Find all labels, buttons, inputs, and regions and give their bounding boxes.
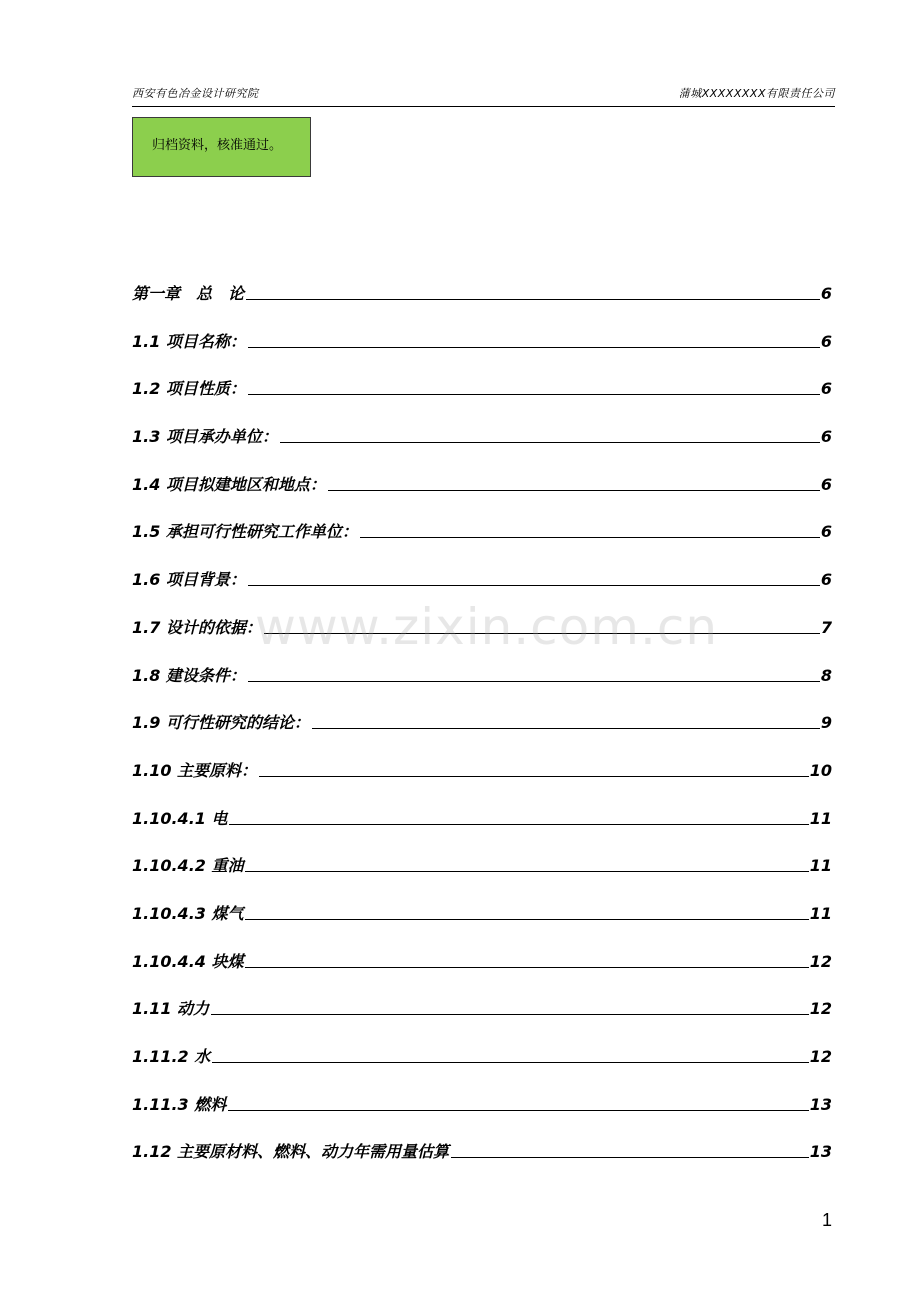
toc-entry-title: 1.10 主要原料：: [132, 760, 258, 780]
toc-entry-page: 13: [809, 1094, 832, 1114]
header-left-text: 西安有色冶金设计研究院: [132, 87, 259, 100]
toc-entry[interactable]: [132, 972, 832, 1020]
toc-entry-title: 1.5 承担可行性研究工作单位：: [132, 522, 358, 542]
toc-leader-line: [245, 870, 808, 872]
toc-entry[interactable]: [132, 829, 832, 877]
toc-entry[interactable]: [132, 495, 832, 543]
toc-leader-line: [245, 966, 808, 968]
toc-entry[interactable]: [132, 733, 832, 781]
toc-entry-title: 1.9 可行性研究的结论：: [132, 713, 310, 733]
toc-entry-title: 1.12 主要原材料、燃料、动力年需用量估算: [132, 1142, 450, 1162]
toc-entry-title: 1.11 动力: [132, 999, 210, 1019]
toc-entry-title: 1.11.3 燃料: [132, 1094, 227, 1114]
toc-entry-page: 12: [809, 951, 832, 971]
toc-leader-line: [245, 918, 808, 920]
toc-entry[interactable]: [132, 924, 832, 972]
toc-entry[interactable]: [132, 1115, 832, 1163]
toc-leader-line: [248, 584, 820, 586]
toc-leader-line: [248, 393, 820, 395]
toc-entry-page: 9: [820, 713, 832, 733]
toc-leader-line: [312, 727, 820, 729]
toc-leader-line: [451, 1156, 809, 1158]
toc-entry-page: 6: [820, 379, 832, 399]
toc-leader-line: [246, 298, 820, 300]
toc-entry-page: 6: [820, 427, 832, 447]
toc-entry-page: 6: [820, 284, 832, 303]
toc-entry-title: 1.10.4.2 重油: [132, 856, 244, 876]
toc-entry-page: 10: [809, 760, 832, 780]
toc-leader-line: [259, 775, 809, 777]
toc-entry-title: 1.3 项目承办单位：: [132, 427, 278, 447]
page-header: [132, 86, 835, 107]
toc-entry-page: 11: [809, 856, 832, 876]
toc-entry[interactable]: [132, 542, 832, 590]
toc-entry-title: 第一章 总 论: [132, 284, 245, 303]
toc-entry[interactable]: [132, 1019, 832, 1067]
watermark: www.zixin.com.cn: [255, 598, 719, 656]
toc-entry-page: 6: [820, 474, 832, 494]
toc-entry-page: 6: [820, 570, 832, 590]
toc-entry-page: 6: [820, 331, 832, 351]
toc-leader-line: [211, 1013, 809, 1015]
toc-entry[interactable]: [132, 352, 832, 400]
toc-leader-line: [248, 346, 820, 348]
toc-entry[interactable]: [132, 686, 832, 734]
toc-entry-page: 12: [809, 999, 832, 1019]
toc-entry-title: 1.11.2 水: [132, 1047, 211, 1066]
toc-entry[interactable]: [132, 781, 832, 829]
toc-entry-page: 11: [809, 903, 832, 923]
toc-entry-title: 1.10.4.3 煤气: [132, 903, 244, 923]
toc-entry-page: 12: [809, 1047, 832, 1066]
stamp-text: 归档资料，核准通过。: [152, 138, 283, 153]
toc-leader-line: [212, 1061, 808, 1063]
toc-entry-page: 6: [820, 522, 832, 542]
toc-entry[interactable]: [132, 447, 832, 495]
toc-entry-title: 1.7 设计的依据：: [132, 617, 262, 637]
toc-entry[interactable]: [132, 304, 832, 352]
toc-entry-title: 1.4 项目拟建地区和地点：: [132, 474, 326, 494]
toc-entry-title: 1.10.4.4 块煤: [132, 951, 244, 971]
toc-leader-line: [229, 823, 808, 825]
toc-entry-title: 1.1 项目名称：: [132, 331, 246, 351]
page-number: 1: [821, 1210, 832, 1230]
toc-entry-title: 1.8 建设条件：: [132, 665, 246, 685]
toc-entry[interactable]: [132, 276, 832, 304]
table-of-contents: [132, 276, 832, 1162]
toc-entry-page: 7: [820, 617, 832, 637]
toc-entry[interactable]: [132, 399, 832, 447]
header-right-text: 蒲城XXXXXXXX有限责任公司: [678, 87, 835, 100]
toc-leader-line: [328, 489, 820, 491]
toc-leader-line: [248, 680, 820, 682]
toc-entry-page: 13: [809, 1142, 832, 1162]
toc-entry[interactable]: [132, 876, 832, 924]
archive-stamp: [132, 117, 311, 177]
toc-entry-page: 8: [820, 665, 832, 685]
toc-leader-line: [280, 441, 820, 443]
toc-entry-title: 1.10.4.1 电: [132, 808, 228, 828]
toc-entry-page: 11: [809, 808, 832, 828]
toc-leader-line: [228, 1109, 808, 1111]
toc-entry-title: 1.2 项目性质：: [132, 379, 246, 399]
toc-entry-title: 1.6 项目背景：: [132, 570, 246, 590]
toc-leader-line: [360, 536, 820, 538]
toc-entry[interactable]: [132, 1067, 832, 1115]
